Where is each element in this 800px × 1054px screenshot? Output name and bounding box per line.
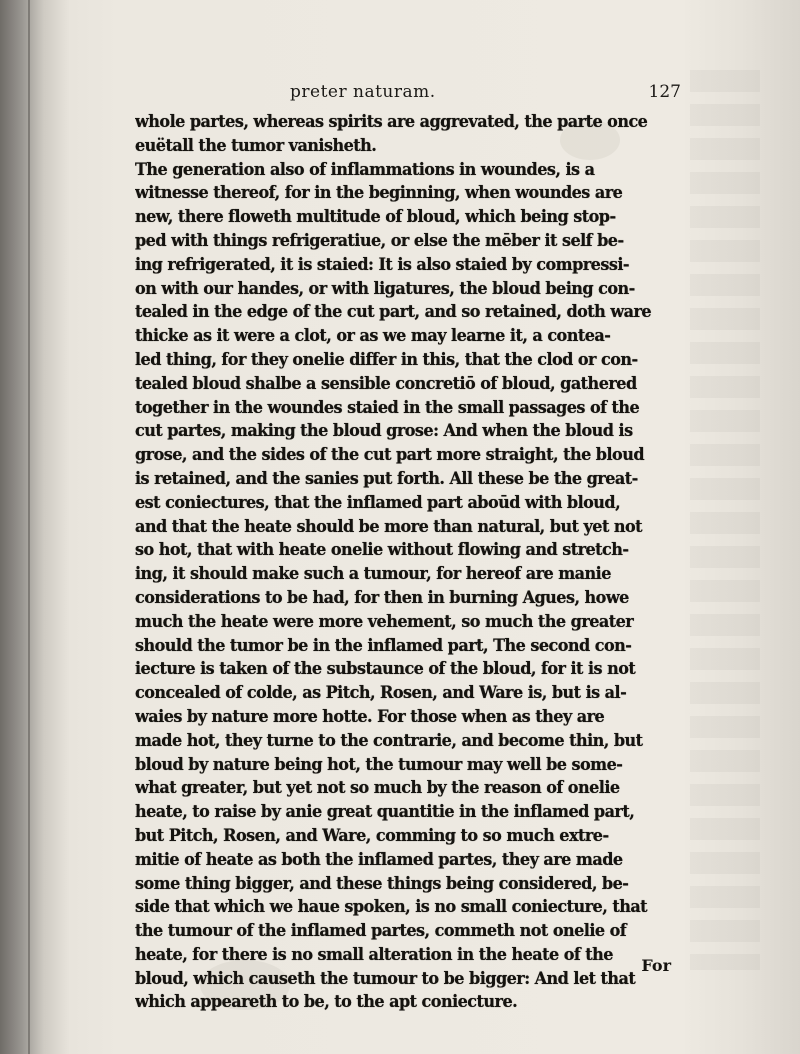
text-line: euëtall the tumor vanisheth. (135, 135, 377, 155)
text-line: cut partes, making the bloud grose: And when the bloud is (135, 421, 633, 441)
text-line: and that the heate should be more than natural, but yet not (135, 516, 643, 536)
text-line: much the heate were more vehement, so much the greater (135, 611, 634, 631)
gutter-shadow (28, 0, 30, 1054)
text-line: heate, to raise by anie great quantitie in the inflamed part, (135, 802, 635, 822)
text-line: should the tumor be in the inflamed part, The second con- (135, 635, 632, 655)
text-line: some thing bigger, and these things being considered, be- (135, 873, 629, 893)
text-line: ing, it should make such a tumour, for hereof are manie (135, 564, 611, 584)
text-line: made hot, they turne to the contrarie, and become thin, but (135, 730, 643, 750)
text-line: tealed bloud shalbe a sensible concretiō of bloud, gathered (135, 373, 637, 393)
text-line: ing refrigerated, it is staied: It is also staied by compressi- (135, 254, 630, 274)
text-line: ped with things refrigeratiue, or else the mēber it self be- (135, 230, 624, 250)
show-through-bleed (690, 70, 760, 970)
running-head: preter naturam. (290, 82, 436, 102)
text-line: whole partes, whereas spirits are aggrevated, the parte once (135, 112, 648, 131)
text-line: is retained, and the sanies put forth. All these be the great- (135, 468, 638, 488)
text-line: together in the woundes staied in the small passages of the (135, 397, 640, 417)
text-line: which appeareth to be, to the apt coniecture. (135, 992, 518, 1012)
text-line: considerations to be had, for then in burning Agues, howe (135, 587, 629, 607)
text-line: the tumour of the inflamed partes, commeth not onelie of (135, 921, 627, 941)
text-line: heate, for there is no small alteration in the heate of the (135, 944, 613, 964)
text-line: but Pitch, Rosen, and Ware, comming to so much extre- (135, 825, 609, 845)
catchword: For (641, 956, 671, 975)
text-line: mitie of heate as both the inflamed partes, they are made (135, 849, 623, 869)
text-line: tealed in the edge of the cut part, and so retained, doth ware (135, 302, 652, 322)
text-line: bloud, which causeth the tumour to be bigger: And let that (135, 968, 636, 988)
text-line: waies by nature more hotte. For those when as they are (135, 706, 605, 726)
text-line: new, there floweth multitude of bloud, which being stop- (135, 207, 616, 227)
text-line: iecture is taken of the substaunce of the bloud, for it is not (135, 659, 636, 679)
text-line: so hot, that with heate onelie without flowing and stretch- (135, 540, 629, 560)
text-line: on with our handes, or with ligatures, the bloud being con- (135, 278, 635, 298)
text-line: bloud by nature being hot, the tumour may well be some- (135, 754, 623, 774)
text-line: witnesse thereof, for in the beginning, when woundes are (135, 183, 623, 203)
text-line: side that which we haue spoken, is no small coniecture, that (135, 897, 648, 917)
text-line: grose, and the sides of the cut part more straight, the bloud (135, 445, 645, 465)
text-block (135, 82, 695, 1012)
text-line: The generation also of inflammations in woundes, is a (135, 159, 595, 179)
text-line: concealed of colde, as Pitch, Rosen, and Ware is, but is al- (135, 683, 627, 703)
page-number: 127 (648, 82, 681, 102)
text-line: est coniectures, that the inflamed part aboūd with bloud, (135, 492, 621, 512)
body-text (135, 110, 695, 1014)
text-line: led thing, for they onelie differ in this, that the clod or con- (135, 349, 638, 369)
text-line: thicke as it were a clot, or as we may learne it, a contea- (135, 326, 611, 346)
text-line: what greater, but yet not so much by the reason of onelie (135, 778, 620, 798)
